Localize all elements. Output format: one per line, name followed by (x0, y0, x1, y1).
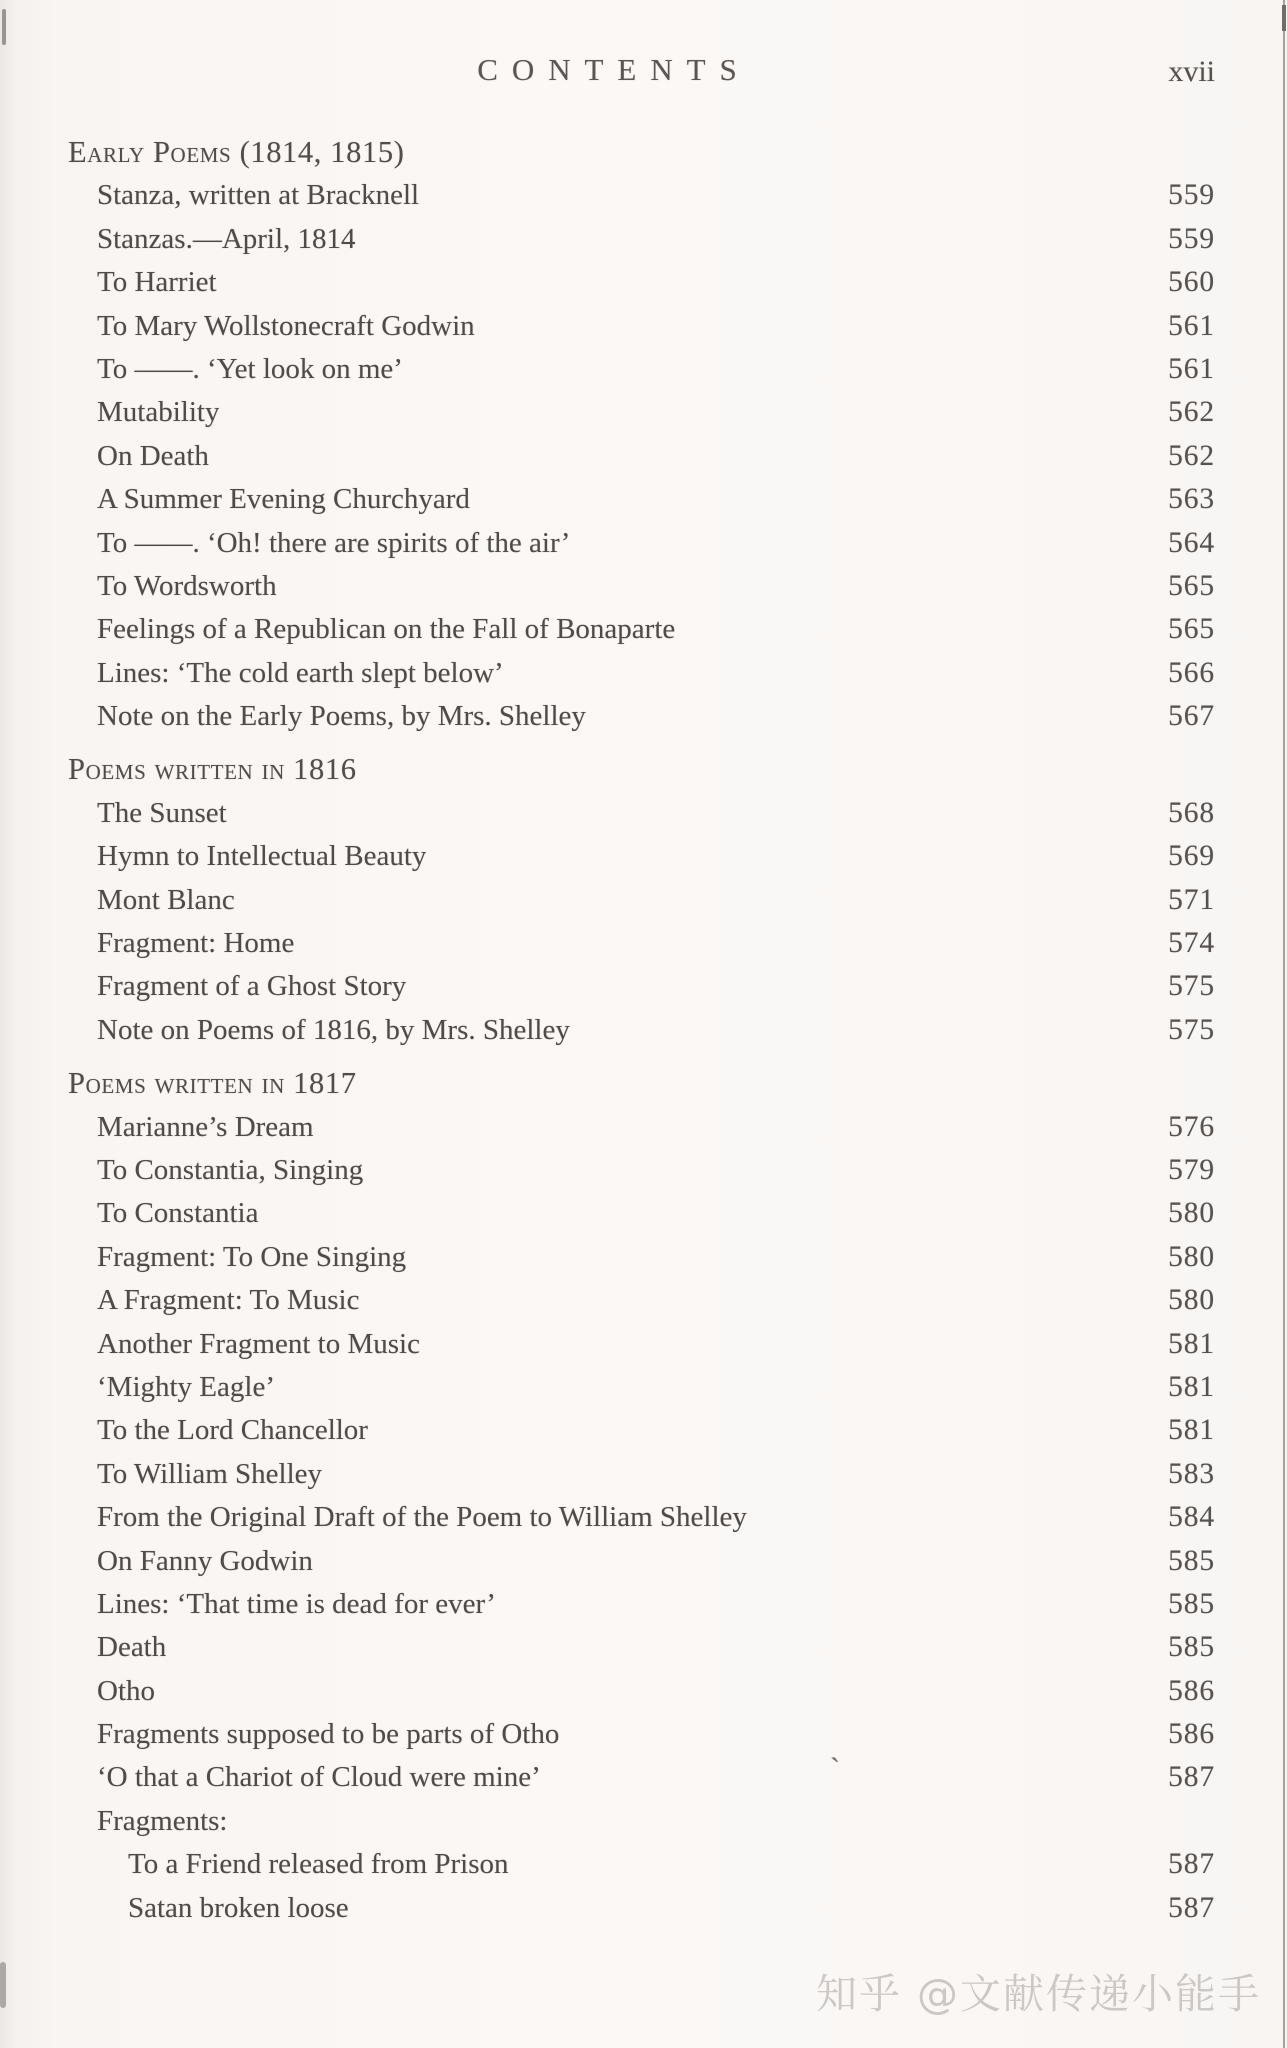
entry-page-number: 583 (1168, 1457, 1215, 1490)
toc-entry (68, 835, 1215, 878)
entry-title: Fragment: Home (97, 927, 295, 960)
entry-page-number: 580 (1168, 1197, 1215, 1230)
entry-title: From the Original Draft of the Poem to William Shelley (97, 1501, 747, 1534)
entry-title: Death (97, 1631, 167, 1664)
entry-page-number: 560 (1168, 266, 1215, 299)
section-entries (68, 1106, 1215, 1930)
toc-entry (68, 1496, 1215, 1539)
entry-title: Another Fragment to Music (97, 1327, 420, 1360)
toc-entry (68, 1713, 1215, 1756)
entry-title: ‘Mighty Eagle’ (97, 1370, 275, 1403)
entry-title: To Harriet (97, 266, 217, 299)
toc-section (68, 131, 1215, 738)
entry-title: Fragments: (97, 1804, 228, 1837)
entry-page-number: 581 (1168, 1327, 1215, 1360)
toc-entry (68, 608, 1215, 651)
toc-entry (68, 565, 1215, 608)
table-of-contents (68, 131, 1215, 1930)
toc-entry (68, 652, 1215, 695)
toc-entry (68, 261, 1215, 304)
entry-page-number: 565 (1168, 613, 1215, 646)
entry-title: On Fanny Godwin (97, 1544, 313, 1577)
toc-entry (68, 305, 1215, 348)
entry-title: On Death (97, 439, 209, 472)
entry-title: Lines: ‘That time is dead for ever’ (97, 1587, 496, 1620)
entry-page-number: 585 (1168, 1544, 1215, 1577)
toc-entry (68, 1366, 1215, 1409)
scan-artifact-top-left (2, 9, 6, 45)
entry-title: To ——. ‘Yet look on me’ (97, 352, 403, 385)
entry-title: Stanzas.—April, 1814 (97, 222, 356, 255)
entry-title: Note on the Early Poems, by Mrs. Shelley (97, 700, 586, 733)
folio-page-number: xvii (1168, 55, 1215, 88)
entry-title: Mutability (97, 396, 220, 429)
toc-entry (68, 1583, 1215, 1626)
entry-title: To Constantia (97, 1197, 259, 1230)
toc-entry (68, 435, 1215, 478)
entry-page-number: 567 (1168, 700, 1215, 733)
entry-page-number: 584 (1168, 1501, 1215, 1534)
toc-entry (68, 1843, 1215, 1886)
entry-title: Hymn to Intellectual Beauty (97, 840, 427, 873)
entry-page-number: 564 (1168, 526, 1215, 559)
entry-page-number: 575 (1168, 1013, 1215, 1046)
toc-entry (68, 1279, 1215, 1322)
toc-entry (68, 965, 1215, 1008)
entry-title: Stanza, written at Bracknell (97, 179, 420, 212)
entry-title: ‘O that a Chariot of Cloud were mine’ (97, 1761, 541, 1794)
entry-page-number: 580 (1168, 1240, 1215, 1273)
section-heading: Poems written in 1816 (68, 752, 357, 787)
entry-page-number: 563 (1168, 483, 1215, 516)
toc-section (68, 748, 1215, 1052)
toc-entry (68, 478, 1215, 521)
entry-title: A Summer Evening Churchyard (97, 483, 470, 516)
toc-entry (68, 1756, 1215, 1799)
entry-title: Marianne’s Dream (97, 1110, 314, 1143)
entry-page-number: 566 (1168, 656, 1215, 689)
toc-entry (68, 879, 1215, 922)
toc-entry (68, 792, 1215, 835)
section-heading: Early Poems (1814, 1815) (68, 135, 405, 169)
entry-page-number: 579 (1168, 1153, 1215, 1186)
entry-title: To William Shelley (97, 1457, 323, 1490)
toc-entry (68, 1192, 1215, 1235)
entry-title: Satan broken loose (128, 1891, 349, 1924)
entry-page-number: 562 (1168, 439, 1215, 472)
entry-page-number: 559 (1168, 179, 1215, 212)
entry-title: Otho (97, 1674, 155, 1707)
toc-entry (68, 522, 1215, 565)
entry-title: To a Friend released from Prison (128, 1848, 509, 1881)
entry-page-number: 571 (1168, 883, 1215, 916)
entry-page-number: 559 (1168, 222, 1215, 255)
toc-entry (68, 1670, 1215, 1713)
entry-page-number: 585 (1168, 1587, 1215, 1620)
toc-entry (68, 391, 1215, 434)
entry-page-number: 569 (1168, 840, 1215, 873)
entry-title: Mont Blanc (97, 883, 235, 916)
toc-entry (68, 1236, 1215, 1279)
toc-entry (68, 1453, 1215, 1496)
entry-title: Feelings of a Republican on the Fall of Bonaparte (97, 613, 676, 646)
entry-page-number: 562 (1168, 396, 1215, 429)
entry-title: To Mary Wollstonecraft Godwin (97, 309, 475, 342)
entry-page-number: 574 (1168, 927, 1215, 960)
toc-entry (68, 218, 1215, 261)
page-edge-line (1283, 0, 1285, 2048)
stray-mark: ` (830, 1752, 840, 1785)
entry-page-number: 586 (1168, 1674, 1215, 1707)
toc-entry (68, 1887, 1215, 1930)
toc-entry (68, 348, 1215, 391)
toc-entry (68, 174, 1215, 217)
entry-page-number: 587 (1168, 1848, 1215, 1881)
entry-page-number: 580 (1168, 1284, 1215, 1317)
entry-page-number: 581 (1168, 1370, 1215, 1403)
toc-entry (68, 922, 1215, 965)
toc-entry (68, 1009, 1215, 1052)
entry-title: Fragments supposed to be parts of Otho (97, 1718, 560, 1751)
section-entries (68, 174, 1215, 738)
entry-page-number: 575 (1168, 970, 1215, 1003)
toc-entry (68, 1323, 1215, 1366)
entry-page-number: 568 (1168, 796, 1215, 829)
entry-page-number: 561 (1168, 309, 1215, 342)
entry-title: Lines: ‘The cold earth slept below’ (97, 656, 504, 689)
toc-entry (68, 1106, 1215, 1149)
watermark-text: 知乎 @文献传递小能手 (815, 1970, 1261, 2018)
entry-title: The Sunset (97, 796, 227, 829)
entry-page-number: 585 (1168, 1631, 1215, 1664)
toc-entry (68, 1626, 1215, 1669)
entry-title: Fragment of a Ghost Story (97, 970, 407, 1003)
toc-entry (68, 1800, 1215, 1843)
entry-page-number: 565 (1168, 569, 1215, 602)
entry-page-number: 576 (1168, 1110, 1215, 1143)
entry-title: To Constantia, Singing (97, 1153, 364, 1186)
page-header (68, 52, 1215, 98)
entry-title: To ——. ‘Oh! there are spirits of the air’ (97, 526, 571, 559)
page-title: CONTENTS (477, 52, 751, 87)
toc-section (68, 1062, 1215, 1930)
entry-title: Note on Poems of 1816, by Mrs. Shelley (97, 1013, 570, 1046)
edge-dark-cap (1282, 5, 1286, 31)
entry-page-number: 581 (1168, 1414, 1215, 1447)
entry-title: Fragment: To One Singing (97, 1240, 407, 1273)
section-heading: Poems written in 1817 (68, 1066, 357, 1101)
entry-title: To the Lord Chancellor (97, 1414, 368, 1447)
entry-page-number: 587 (1168, 1891, 1215, 1924)
section-entries (68, 792, 1215, 1052)
scan-artifact-bottom-left (0, 1962, 6, 2008)
toc-entry (68, 1409, 1215, 1452)
entry-page-number: 587 (1168, 1761, 1215, 1794)
entry-page-number: 561 (1168, 352, 1215, 385)
entry-title: To Wordsworth (97, 569, 277, 602)
toc-entry (68, 1540, 1215, 1583)
entry-page-number: 586 (1168, 1718, 1215, 1751)
entry-title: A Fragment: To Music (97, 1284, 360, 1317)
toc-entry (68, 1149, 1215, 1192)
toc-entry (68, 695, 1215, 738)
